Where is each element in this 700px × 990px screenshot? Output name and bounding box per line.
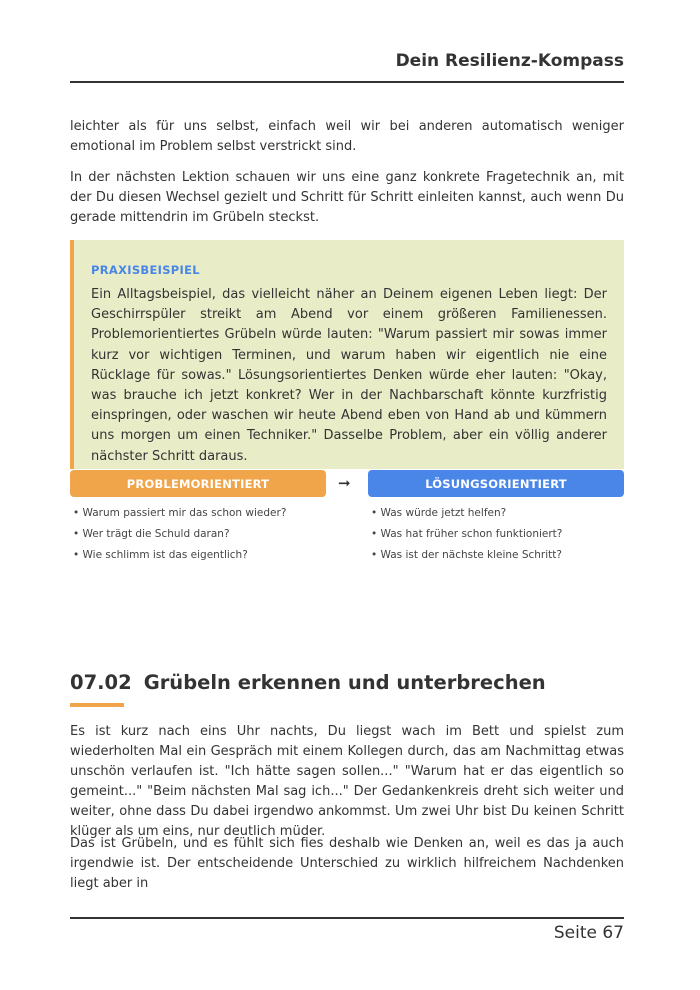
footer-rule [70,917,624,919]
body-paragraph: Das ist Grübeln, und es fühlt sich fies deshalb wie Denken an, weil es das ja auch irgendwie ist. Der entscheidende Unterschied zu wirklich hilfreichem Nachdenken liegt aber in [70,836,624,891]
body-paragraph: leichter als für uns selbst, einfach weil wir bei anderen automatisch weniger emotional im Problem selbst verstrickt sind. [70,119,624,154]
callout-label: PRAXISBEISPIEL [91,263,200,277]
list-item: • Was würde jetzt helfen? [371,507,507,519]
solution-oriented-badge: LÖSUNGSORIENTIERT [368,470,624,497]
list-item: • Was ist der nächste kleine Schritt? [371,549,562,561]
page-number: Seite 67 [553,923,624,943]
heading-accent-bar [70,703,124,707]
body-paragraph: In der nächsten Lektion schauen wir uns eine ganz konkrete Fragetechnik an, mit der Du diesen Wechsel gezielt und Schritt für Schritt einleiten kannst, auch wenn Du gerade mittendrin im Grübeln steckst. [70,170,624,225]
callout-text: Ein Alltagsbeispiel, das vielleicht näher an Deinem eigenen Leben liegt: Der Geschirrspüler streikt am Abend vor einem größeren Familienessen. Problemorientiertes Grübeln würde lauten: "Warum passiert mir sowas immer kurz vor wichtigen Terminen, und warum haben wir eigentlich nie eine Rücklage für sowas." Lösungsorientiertes Denken würde eher lauten: "Okay, was brauche ich jetzt konkret? Wer in der Nachbarschaft könnte kurzfristig einspringen, oder waschen wir heute Abend eben von Hand ab und kümmern uns morgen um einen Techniker." Dasselbe Problem, aber ein völlig anderer nächster Schritt daraus. [91,287,607,464]
problem-oriented-badge: PROBLEMORIENTIERT [70,470,326,497]
list-item: • Warum passiert mir das schon wieder? [73,507,287,519]
solution-question-list [371,503,562,566]
problem-question-list [73,503,286,566]
header-rule [70,81,624,83]
list-item: • Was hat früher schon funktioniert? [371,528,563,540]
section-title: Grübeln erkennen und unterbrechen [143,671,546,694]
running-header-title: Dein Resilienz-Kompass [395,51,624,71]
arrow-right-icon: ➞ [338,474,351,492]
list-item: • Wer trägt die Schuld daran? [73,528,230,540]
section-number: 07.02 [70,671,132,694]
practice-example-callout [70,240,624,469]
list-item: • Wie schlimm ist das eigentlich? [73,549,248,561]
section-heading [70,671,546,694]
body-paragraph: Es ist kurz nach eins Uhr nachts, Du liegst wach im Bett und spielst zum wiederholten Mal ein Gespräch mit einem Kollegen durch, das am Nachmittag etwas unschön verlaufen ist. "Ich hätte sagen sollen..." "Warum hat er das eigentlich so gemeint..." "Beim nächsten Mal sag ich..." Der Gedankenkreis dreht sich weiter und weiter, ohne dass Du dabei irgendwo ankommst. Um zwei Uhr bist Du keinen Schritt klüger als um eins, nur deutlich müder. [70,724,624,839]
